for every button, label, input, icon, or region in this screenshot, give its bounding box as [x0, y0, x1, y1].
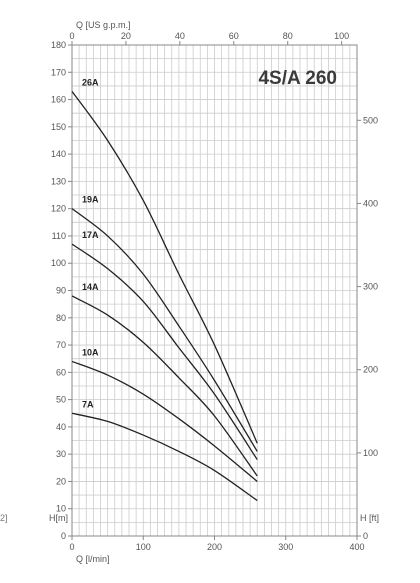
y-tick-label: 60 — [55, 367, 66, 378]
y-tick-label: 0 — [60, 531, 66, 541]
y-tick-label: 80 — [55, 312, 66, 323]
x-axis-title: Q [l/min] — [76, 554, 110, 564]
y2-tick-label: 0 — [363, 531, 369, 541]
x2-tick-label: 0 — [69, 31, 75, 41]
curve-label-14A: 14A — [82, 281, 99, 292]
y-tick-label: 160 — [50, 94, 66, 105]
y-tick-label: 100 — [50, 258, 66, 269]
y-tick-label: 10 — [55, 503, 66, 514]
x-tick-label: 400 — [349, 542, 365, 552]
y-axis-title: H[m] — [49, 513, 68, 523]
y2-axis-title: H [ft] — [360, 513, 380, 523]
x2-tick-label: 40 — [174, 31, 185, 41]
y-tick-label: 30 — [55, 449, 66, 460]
y-tick-label: 20 — [55, 476, 66, 487]
y2-tick-label: 100 — [363, 447, 379, 458]
chart-title: 4S/A 260 — [258, 68, 337, 89]
y-tick-label: 70 — [55, 340, 66, 351]
x-tick-label: 300 — [278, 542, 294, 552]
curve-label-17A: 17A — [82, 230, 99, 241]
x2-tick-label: 100 — [334, 31, 350, 41]
y-tick-label: 130 — [50, 176, 66, 187]
y-tick-label: 40 — [55, 421, 66, 432]
x2-tick-label: 60 — [228, 31, 239, 41]
axes — [49, 20, 379, 564]
grid — [72, 45, 357, 536]
curve-label-10A: 10A — [82, 347, 99, 358]
y-tick-label: 150 — [50, 121, 66, 132]
y-tick-label: 90 — [55, 285, 66, 296]
curve-label-26A: 26A — [82, 77, 99, 88]
y2-tick-label: 400 — [363, 198, 379, 209]
x2-tick-label: 80 — [282, 31, 293, 41]
y2-tick-label: 500 — [363, 115, 379, 126]
x2-axis-title: Q [US g.p.m.] — [76, 20, 131, 30]
y-tick-label: 110 — [51, 230, 66, 241]
curve-label-7A: 7A — [82, 399, 94, 410]
y2-tick-label: 300 — [363, 281, 379, 292]
x-tick-label: 0 — [69, 542, 75, 552]
edge-mark-left: 2] — [0, 513, 8, 523]
y-tick-label: 140 — [50, 149, 66, 160]
y-tick-label: 180 — [50, 40, 66, 50]
curve-label-19A: 19A — [82, 194, 99, 205]
y-tick-label: 50 — [55, 394, 66, 405]
x-tick-label: 100 — [135, 542, 151, 552]
x-tick-label: 200 — [206, 542, 223, 552]
y-tick-label: 170 — [50, 67, 66, 78]
x2-tick-label: 20 — [120, 31, 131, 41]
y2-tick-label: 200 — [363, 364, 379, 375]
y-tick-label: 120 — [50, 203, 66, 214]
